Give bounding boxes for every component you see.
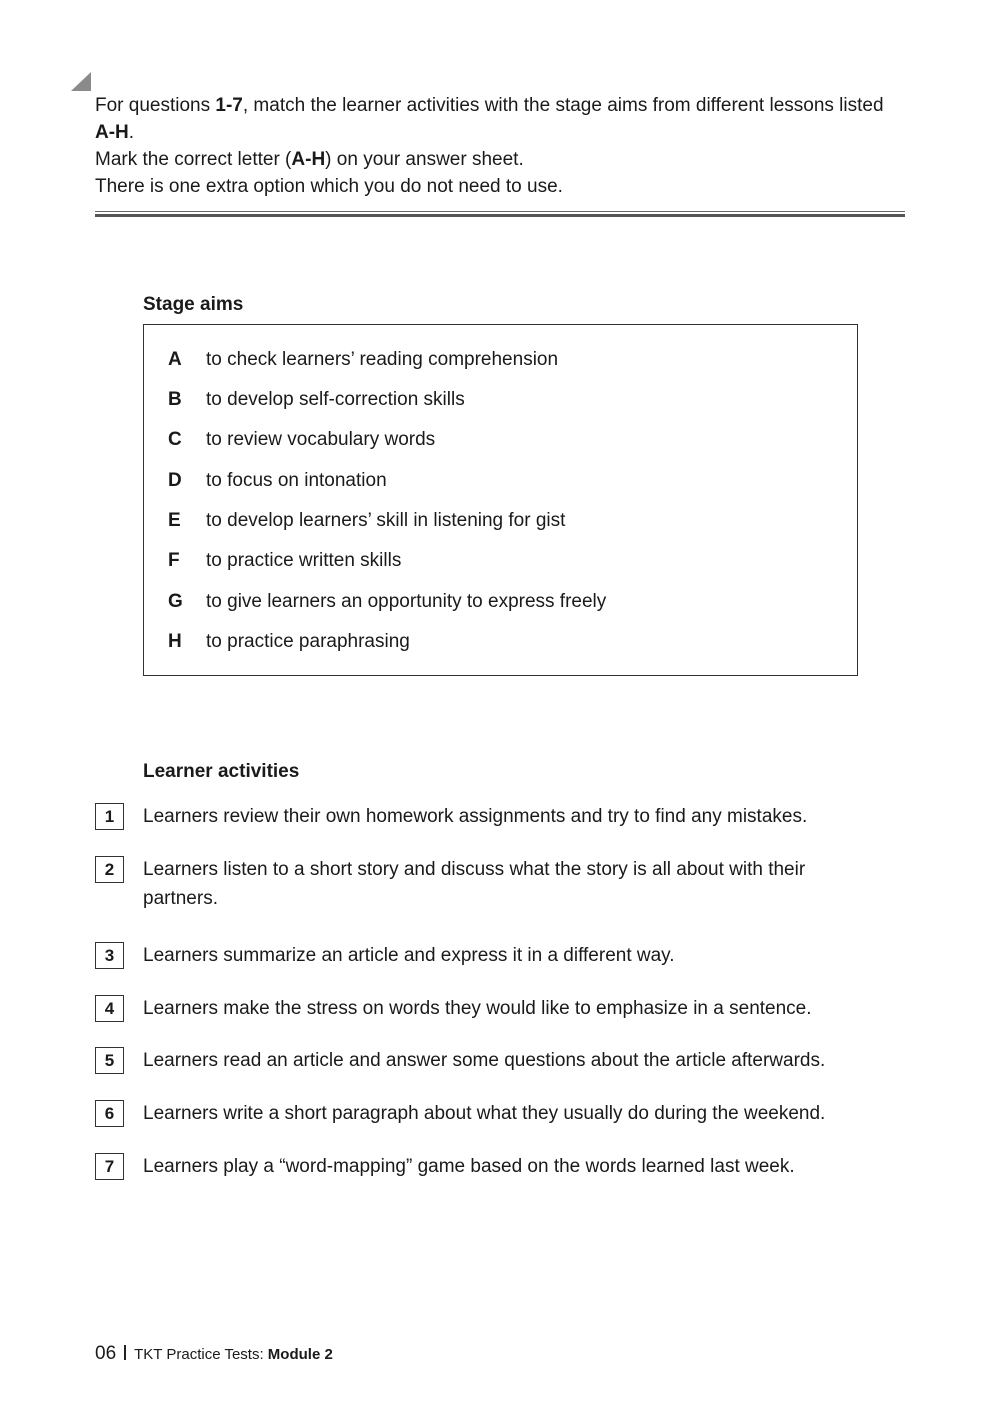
aim-text: to practice written skills xyxy=(206,550,402,571)
book-title: TKT Practice Tests: xyxy=(134,1346,268,1363)
aim-letter: D xyxy=(168,470,182,491)
question-range: 1-7 xyxy=(215,95,243,116)
aim-item xyxy=(168,509,565,533)
question-number-box: 4 xyxy=(95,995,124,1022)
aim-item xyxy=(168,388,465,412)
activity-item xyxy=(95,941,885,970)
option-range: A-H xyxy=(95,122,129,143)
activity-text: Learners play a “word-mapping” game based on the words learned last week. xyxy=(143,1156,795,1177)
footer-separator xyxy=(124,1345,126,1360)
question-number-box: 7 xyxy=(95,1153,124,1180)
option-range: A-H xyxy=(291,149,326,170)
module-label: Module 2 xyxy=(267,1346,333,1363)
aim-item xyxy=(168,630,410,654)
activity-item xyxy=(95,802,885,831)
divider-thick xyxy=(95,214,905,217)
instruction-line-1 xyxy=(95,92,895,146)
divider-thin xyxy=(95,211,905,212)
activity-item xyxy=(95,1152,885,1181)
aim-item xyxy=(168,348,558,372)
activity-text: Learners listen to a short story and discuss what the story is all about with their partners. xyxy=(143,859,806,909)
aim-item xyxy=(168,549,401,573)
question-number-box: 3 xyxy=(95,942,124,969)
aim-letter: C xyxy=(168,429,182,450)
activity-text: Learners read an article and answer some questions about the article afterwards. xyxy=(143,1050,826,1071)
stage-aims-title: Stage aims xyxy=(143,294,244,315)
aim-text: to focus on intonation xyxy=(206,470,387,491)
activity-text: Learners write a short paragraph about what they usually do during the weekend. xyxy=(143,1103,826,1124)
aim-letter: A xyxy=(168,349,182,370)
aim-letter: F xyxy=(168,550,180,571)
aim-text: to check learners’ reading comprehension xyxy=(206,349,559,370)
activity-item xyxy=(95,994,885,1023)
aim-text: to review vocabulary words xyxy=(206,429,436,450)
instruction-text: . xyxy=(128,122,135,143)
aim-text: to develop self-correction skills xyxy=(206,389,465,410)
instruction-text: , match the learner activities with the stage aims from different lessons listed xyxy=(242,95,884,116)
aim-letter: G xyxy=(168,591,183,612)
question-number-box: 6 xyxy=(95,1100,124,1127)
aim-text: to develop learners’ skill in listening for gist xyxy=(206,510,566,531)
aim-letter: B xyxy=(168,389,182,410)
instruction-text: ) on your answer sheet. xyxy=(325,149,524,170)
instruction-text: Mark the correct letter ( xyxy=(95,149,292,170)
aim-item xyxy=(168,428,435,452)
aim-item xyxy=(168,469,387,493)
page-number: 06 xyxy=(95,1343,117,1364)
aim-item xyxy=(168,590,606,614)
activity-item xyxy=(95,855,865,913)
activity-text: Learners make the stress on words they would like to emphasize in a sentence. xyxy=(143,998,812,1019)
instruction-line-3: There is one extra option which you do not need to use. xyxy=(95,176,563,197)
instruction-line-2 xyxy=(95,146,895,173)
corner-triangle-icon xyxy=(71,72,91,91)
question-number-box: 1 xyxy=(95,803,124,830)
aim-letter: E xyxy=(168,510,181,531)
page-footer xyxy=(95,1343,333,1365)
activity-item xyxy=(95,1046,885,1075)
activity-text: Learners summarize an article and express it in a different way. xyxy=(143,945,675,966)
activity-text: Learners review their own homework assignments and try to find any mistakes. xyxy=(143,806,808,827)
aim-text: to practice paraphrasing xyxy=(206,631,410,652)
instructions xyxy=(95,92,895,200)
learner-activities-title: Learner activities xyxy=(143,761,300,782)
activity-item xyxy=(95,1099,885,1128)
instruction-text: For questions xyxy=(95,95,216,116)
aim-text: to give learners an opportunity to express freely xyxy=(206,591,607,612)
aim-letter: H xyxy=(168,631,182,652)
question-number-box: 5 xyxy=(95,1047,124,1074)
stage-aims-box xyxy=(143,324,858,676)
question-number-box: 2 xyxy=(95,856,124,883)
